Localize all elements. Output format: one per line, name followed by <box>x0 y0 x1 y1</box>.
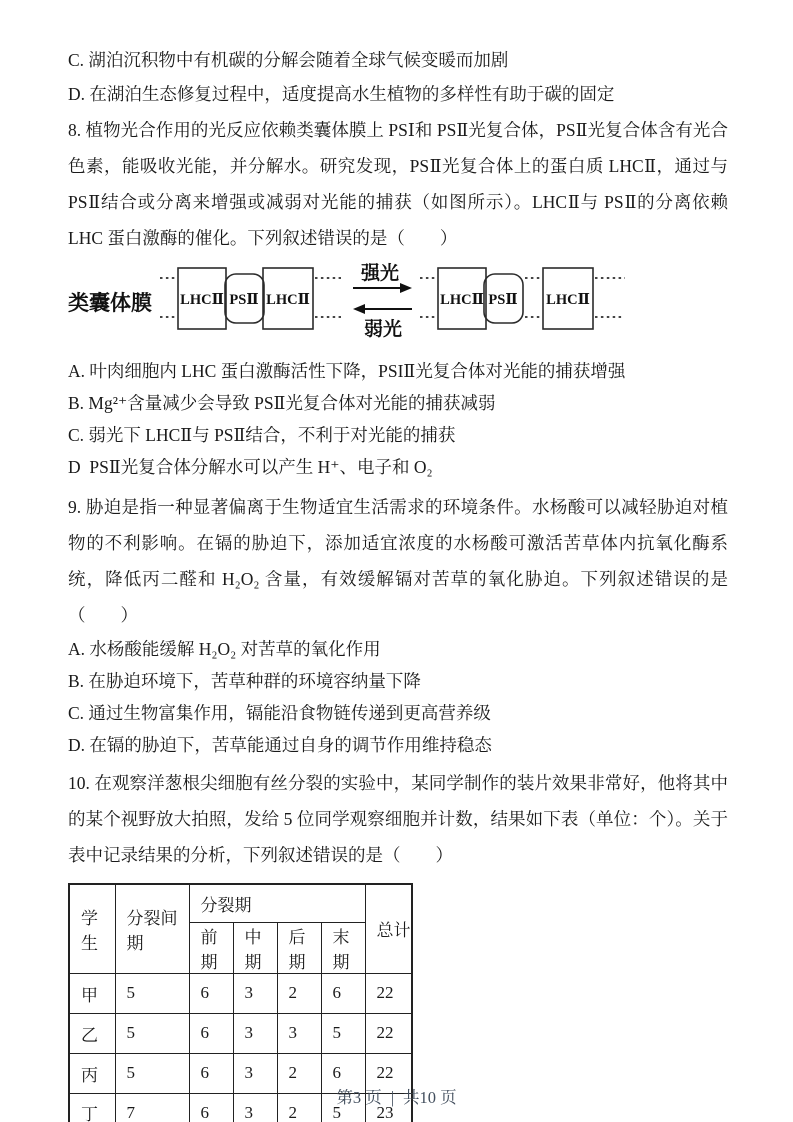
q9-option-a: A. 水杨酸能缓解 H₂O₂ 对苦草的氧化作用 <box>68 639 381 659</box>
thylakoid-membrane-diagram <box>68 262 728 342</box>
lhc2-label: LHCⅡ <box>440 292 484 308</box>
table-cell: 2 <box>277 973 321 1013</box>
table-cell: 甲 <box>69 973 115 1013</box>
table-cell: 6 <box>189 973 233 1013</box>
q8-option-b: B. Mg²⁺含量减少会导致 PSⅡ光复合体对光能的捕获减弱 <box>68 393 496 413</box>
lhc2-label: LHCⅡ <box>266 292 310 308</box>
q9-stem: 9. 胁迫是指一种显著偏离于生物适宜生活需求的环境条件。水杨酸可以减轻胁迫对植物的不利影响。在镉的胁迫下，添加适宜浓度的水杨酸可激活苦草体内抗氧化酶系统，降低丙二醛和 H₂O₂ 含量，有效缓解镉对苦草的氧化胁迫。下列叙述错误的是（ ） <box>68 497 728 625</box>
table-cell: 3 <box>233 973 277 1013</box>
header-telophase: 末期 <box>321 922 365 973</box>
q8-option-d: D PSⅡ光复合体分解水可以产生 H⁺、电子和 O₂ <box>68 457 433 477</box>
lhc2-label: LHCⅡ <box>180 292 224 308</box>
table-row <box>69 973 412 1013</box>
table-cell: 22 <box>365 1053 412 1093</box>
table-cell: 5 <box>115 1013 189 1053</box>
header-anaphase: 后期 <box>277 922 321 973</box>
table-cell: 乙 <box>69 1013 115 1053</box>
q7-option-c: C. 湖泊沉积物中有机碳的分解会随着全球气候变暖而加剧 <box>68 50 509 70</box>
strong-light-label: 强光 <box>360 263 400 284</box>
table-cell: 23 <box>365 1093 412 1122</box>
table-cell: 2 <box>277 1053 321 1093</box>
table-cell: 丙 <box>69 1053 115 1093</box>
table-cell: 3 <box>277 1013 321 1053</box>
table-cell: 丁 <box>69 1093 115 1122</box>
footer-separator: | <box>390 1088 395 1107</box>
page-footer <box>0 1084 793 1108</box>
thylakoid-membrane-label: 类囊体膜 <box>68 291 152 315</box>
table-cell: 6 <box>189 1013 233 1053</box>
q9-option-d: D. 在镉的胁迫下，苦草能通过自身的调节作用维持稳态 <box>68 735 492 755</box>
footer-total-pages: 共10 页 <box>403 1088 457 1107</box>
header-interphase: 分裂间期 <box>115 884 189 973</box>
table-cell: 6 <box>189 1053 233 1093</box>
q7-option-d: D. 在湖泊生态修复过程中，适度提高水生植物的多样性有助于碳的固定 <box>68 84 615 104</box>
table-cell: 6 <box>321 973 365 1013</box>
q8-option-c: C. 弱光下 LHCⅡ与 PSⅡ结合，不利于对光能的捕获 <box>68 425 456 445</box>
weak-light-arrowhead <box>353 304 365 314</box>
table-cell: 22 <box>365 973 412 1013</box>
table-cell: 6 <box>189 1093 233 1122</box>
table-cell: 3 <box>233 1053 277 1093</box>
table-cell: 22 <box>365 1013 412 1053</box>
header-prophase: 前期 <box>189 922 233 973</box>
q9-option-c: C. 通过生物富集作用，镉能沿食物链传递到更高营养级 <box>68 703 491 723</box>
header-metaphase: 中期 <box>233 922 277 973</box>
header-student: 学生 <box>69 884 115 973</box>
table-cell: 7 <box>115 1093 189 1122</box>
table-cell: 5 <box>115 1053 189 1093</box>
weak-light-label: 弱光 <box>363 319 403 340</box>
strong-light-arrowhead <box>400 283 412 293</box>
table-cell: 3 <box>233 1013 277 1053</box>
header-division: 分裂期 <box>189 884 365 922</box>
table-cell: 5 <box>321 1013 365 1053</box>
table-cell: 6 <box>321 1053 365 1093</box>
header-total: 总计 <box>365 884 412 973</box>
table-cell: 5 <box>321 1093 365 1122</box>
q8-option-a: A. 叶肉细胞内 LHC 蛋白激酶活性下降，PSIⅡ光复合体对光能的捕获增强 <box>68 361 626 381</box>
table-cell: 5 <box>115 973 189 1013</box>
lhc2-label: LHCⅡ <box>546 292 590 308</box>
q8-diagram <box>68 262 728 347</box>
ps2-label: PSⅡ <box>229 292 259 308</box>
table-cell: 3 <box>233 1093 277 1122</box>
ps2-label: PSⅡ <box>488 292 518 308</box>
table-row <box>69 1013 412 1053</box>
q10-stem: 10. 在观察洋葱根尖细胞有丝分裂的实验中，某同学制作的装片效果非常好，他将其中的某个视野放大拍照，发给 5 位同学观察细胞并计数，结果如下表（单位：个）。关于表中记录结果的分析，下列叙述错误的是（ ） <box>68 773 728 865</box>
q9-option-b: B. 在胁迫环境下，苦草种群的环境容纳量下降 <box>68 671 421 691</box>
page-content <box>68 44 733 1122</box>
q8-stem: 8. 植物光合作用的光反应依赖类囊体膜上 PSⅠ和 PSⅡ光复合体，PSⅡ光复合体含有光合色素，能吸收光能，并分解水。研究发现，PSⅡ光复合体上的蛋白质 LHCⅡ，通过与 PSⅡ结合或分离来增强或减弱对光能的捕获（如图所示）。LHCⅡ与 PSⅡ的分离依赖 LHC 蛋白激酶的催化。下列叙述错误的是（ ） <box>68 120 733 248</box>
table-cell: 2 <box>277 1093 321 1122</box>
footer-page-number: 第3 页 <box>336 1088 382 1107</box>
